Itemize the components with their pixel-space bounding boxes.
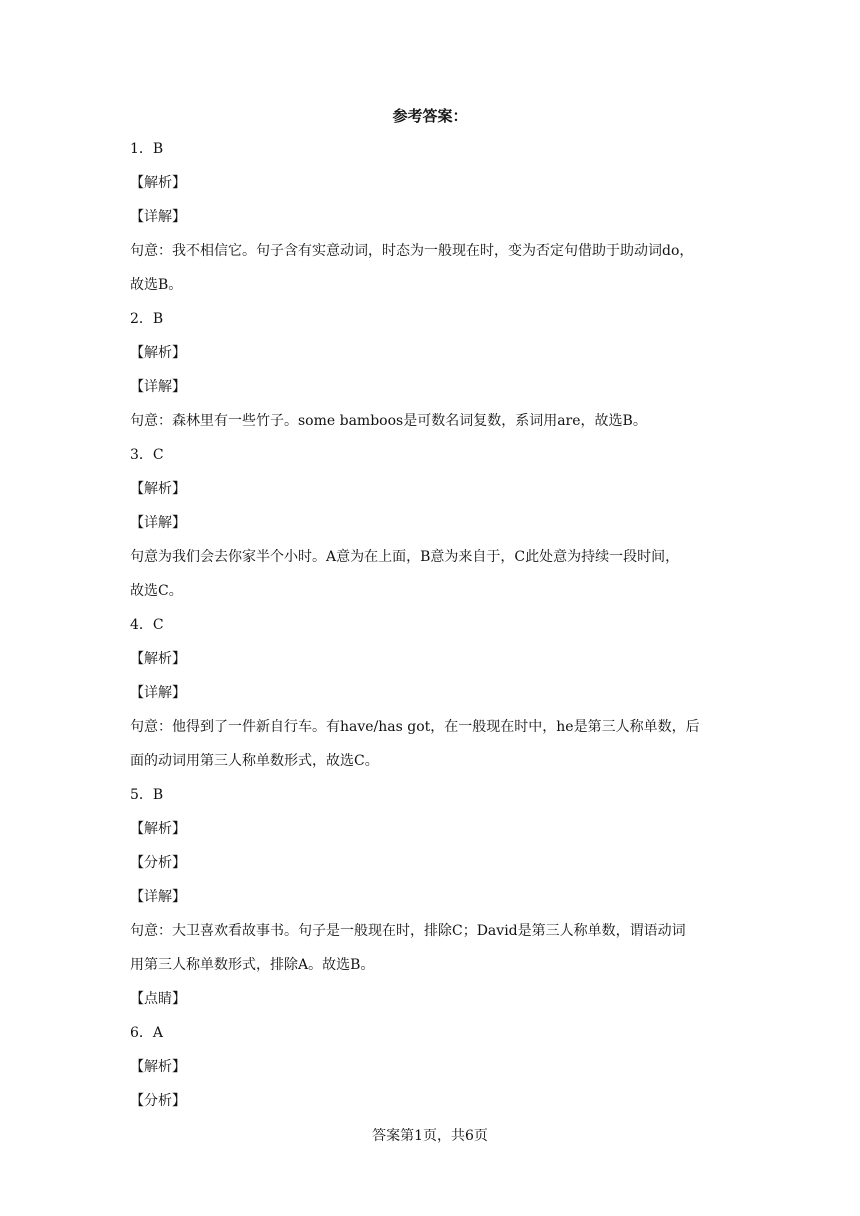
- answer-line: 故选B。: [130, 277, 183, 293]
- answer-line: 【分析】: [130, 1093, 186, 1109]
- answer-line: 【解析】: [130, 821, 186, 837]
- answer-line: 句意：他得到了一件新自行车。有have/has got，在一般现在时中，he是第三人称单数，后: [130, 719, 700, 735]
- answer-line: 【解析】: [130, 651, 186, 667]
- answer-line: 5．B: [130, 787, 164, 803]
- answer-line: 【详解】: [130, 889, 186, 905]
- answer-line: 2．B: [130, 311, 164, 327]
- answer-line: 面的动词用第三人称单数形式，故选C。: [130, 753, 379, 769]
- answer-line: 【解析】: [130, 175, 186, 191]
- answer-line: 【点睛】: [130, 991, 186, 1007]
- answer-line: 6．A: [130, 1025, 164, 1041]
- answer-line: 句意：大卫喜欢看故事书。句子是一般现在时，排除C；David是第三人称单数，谓语动词: [130, 923, 686, 939]
- answer-line: 【详解】: [130, 379, 186, 395]
- answer-line: 【解析】: [130, 481, 186, 497]
- answer-line: 句意为我们会去你家半个小时。A意为在上面，B意为来自于，C此处意为持续一段时间，: [130, 549, 680, 565]
- answer-line: 【解析】: [130, 1059, 186, 1075]
- answer-line: 句意：森林里有一些竹子。some bamboos是可数名词复数，系词用are，故选B。: [130, 413, 647, 429]
- answer-line: 【详解】: [130, 515, 186, 531]
- answer-line: 句意：我不相信它。句子含有实意动词，时态为一般现在时，变为否定句借助于助动词do，: [130, 243, 694, 259]
- answer-line: 【分析】: [130, 855, 186, 871]
- answer-line: 用第三人称单数形式，排除A。故选B。: [130, 957, 375, 973]
- answer-line: 3．C: [130, 447, 164, 463]
- answer-line: 【详解】: [130, 685, 186, 701]
- answer-line: 4．C: [130, 617, 164, 633]
- answer-line: 故选C。: [130, 583, 183, 599]
- answer-line: 1．B: [130, 141, 164, 157]
- page-footer: 答案第1页，共6页: [372, 1128, 488, 1144]
- answer-line: 【解析】: [130, 345, 186, 361]
- answer-content: [130, 132, 740, 1118]
- page-title: 参考答案：: [392, 107, 468, 125]
- answer-line: 【详解】: [130, 209, 186, 225]
